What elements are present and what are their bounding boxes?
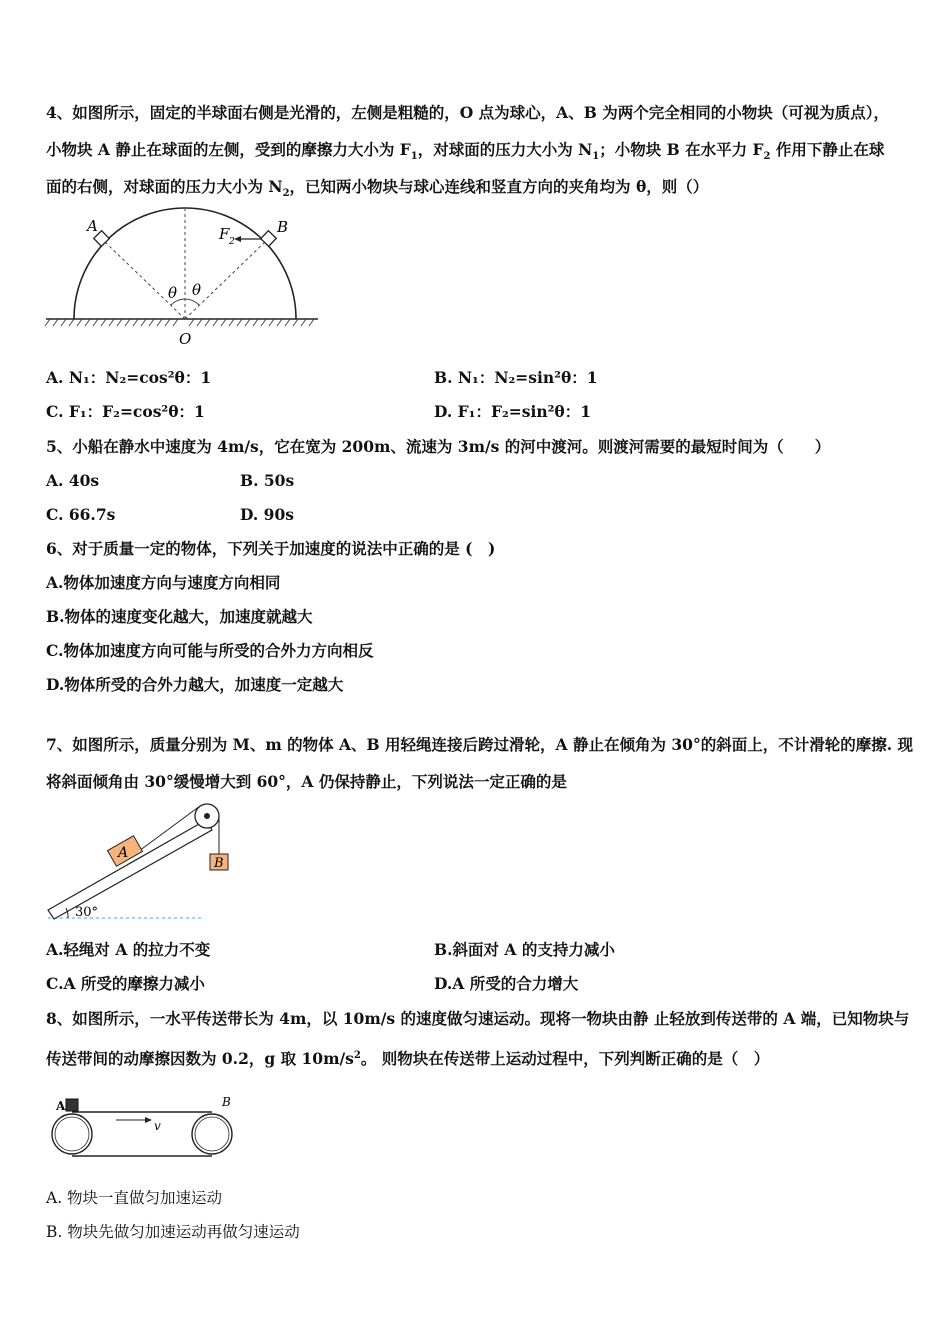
q8-option-a: A. 物块一直做匀加速运动 (46, 1189, 223, 1207)
q5-option-d: D. 90s (240, 505, 294, 524)
label-theta-right: θ (192, 281, 202, 299)
q4-option-d: D. F₁：F₂=sin²θ：1 (434, 402, 592, 421)
label-a: A (87, 217, 98, 235)
label-b: B (277, 218, 289, 236)
label-o: O (179, 330, 192, 348)
q8-option-b: B. 物块先做匀加速运动再做匀速运动 (46, 1223, 300, 1241)
label-theta-left: θ (168, 284, 178, 302)
q4-line-2-d: 作用下静止在球 (770, 140, 885, 159)
q5-option-b: B. 50s (240, 471, 295, 490)
q4-option-a: A. N₁：N₂=cos²θ：1 (46, 368, 212, 387)
label-block-b: B (214, 856, 224, 871)
conveyor-figure (46, 1090, 256, 1170)
q4-line-2-c: ；小物块 B 在水平力 F (599, 140, 764, 159)
q5-text: 5、小船在静水中速度为 4m/s，它在宽为 200m、流速为 3m/s 的河中渡河。则渡河需要的最短时间为（ ） (46, 437, 831, 456)
q6-option-c: C.物体加速度方向可能与所受的合外力方向相反 (46, 641, 374, 660)
q5-option-a: A. 40s (46, 471, 100, 490)
q6-text: 6、对于质量一定的物体，下列关于加速度的说法中正确的是 ( ) (46, 539, 496, 558)
incline-figure (44, 800, 244, 925)
q4-line-2-a: 小物块 A 静止在球面的左侧，受到的摩擦力大小为 F (46, 140, 411, 159)
q5-option-c: C. 66.7s (46, 505, 116, 524)
q4-line-3-a: 面的右侧，对球面的压力大小为 N (46, 177, 283, 196)
q7-option-c: C.A 所受的摩擦力减小 (46, 974, 205, 993)
q6-option-b: B.物体的速度变化越大，加速度就越大 (46, 607, 313, 626)
q8-line-2 (46, 1045, 906, 1070)
q6-option-d: D.物体所受的合外力越大，加速度一定越大 (46, 675, 344, 694)
q7-option-b: B.斜面对 A 的支持力减小 (434, 940, 615, 959)
q4-line-2-b: ，对球面的压力大小为 N (417, 140, 593, 159)
q8-line-2-sup: 2 (353, 1050, 361, 1061)
q7-line-2: 将斜面倾角由 30°缓慢增大到 60°，A 仍保持静止，下列说法一定正确的是 (46, 772, 567, 791)
q7-option-a: A.轻绳对 A 的拉力不变 (46, 940, 211, 959)
hemisphere-figure (44, 205, 324, 350)
label-end-a: A (56, 1099, 66, 1113)
q4-option-c: C. F₁：F₂=cos²θ：1 (46, 402, 205, 421)
q4-option-b: B. N₁：N₂=sin²θ：1 (434, 368, 598, 387)
q4-line-3-b: ，已知两小物块与球心连线和竖直方向的夹角均为 θ，则（） (289, 177, 709, 196)
label-angle: 30° (75, 905, 99, 920)
label-f: F (219, 225, 230, 243)
label-f-sub: 2 (229, 237, 235, 247)
q8-line-1: 8、如图所示，一水平传送带长为 4m，以 10m/s 的速度做匀速运动。现将一物块由静 止轻放到传送带的 A 端，已知物块与 (46, 1009, 910, 1028)
q4-line-2: 小物块 A 静止在球面的左侧，受到的摩擦力大小为 $F_1$，对球面的压力大小为 $N_1$；小物块 B 在水平力 $F_2$ 作用下静止在球 (46, 140, 885, 163)
label-end-b: B (222, 1095, 231, 1109)
q6-option-a: A.物体加速度方向与速度方向相同 (46, 573, 281, 592)
label-velocity: v (154, 1119, 161, 1133)
q7-line-1: 7、如图所示，质量分别为 M、m 的物体 A、B 用轻绳连接后跨过滑轮，A 静止在倾角为 30°的斜面上，不计滑轮的摩擦. 现 (46, 735, 913, 754)
q4-line-1: 4、如图所示，固定的半球面右侧是光滑的，左侧是粗糙的，O 点为球心，A、B 为两个完全相同的小物块（可视为质点）， (46, 103, 889, 122)
q8-line-2-b: 。 则物块在传送带上运动过程中，下列判断正确的是（ ） (360, 1049, 770, 1069)
q7-option-d: D.A 所受的合力增大 (434, 974, 579, 993)
q4-line-3: 面的右侧，对球面的压力大小为 $N_2$，已知两小物块与球心连线和竖直方向的夹角均为 θ，则（） (46, 177, 709, 200)
label-block-a: A (118, 845, 129, 861)
q8-line-2-a: 传送带间的动摩擦因数为 0.2，g 取 10m/s (46, 1049, 354, 1069)
